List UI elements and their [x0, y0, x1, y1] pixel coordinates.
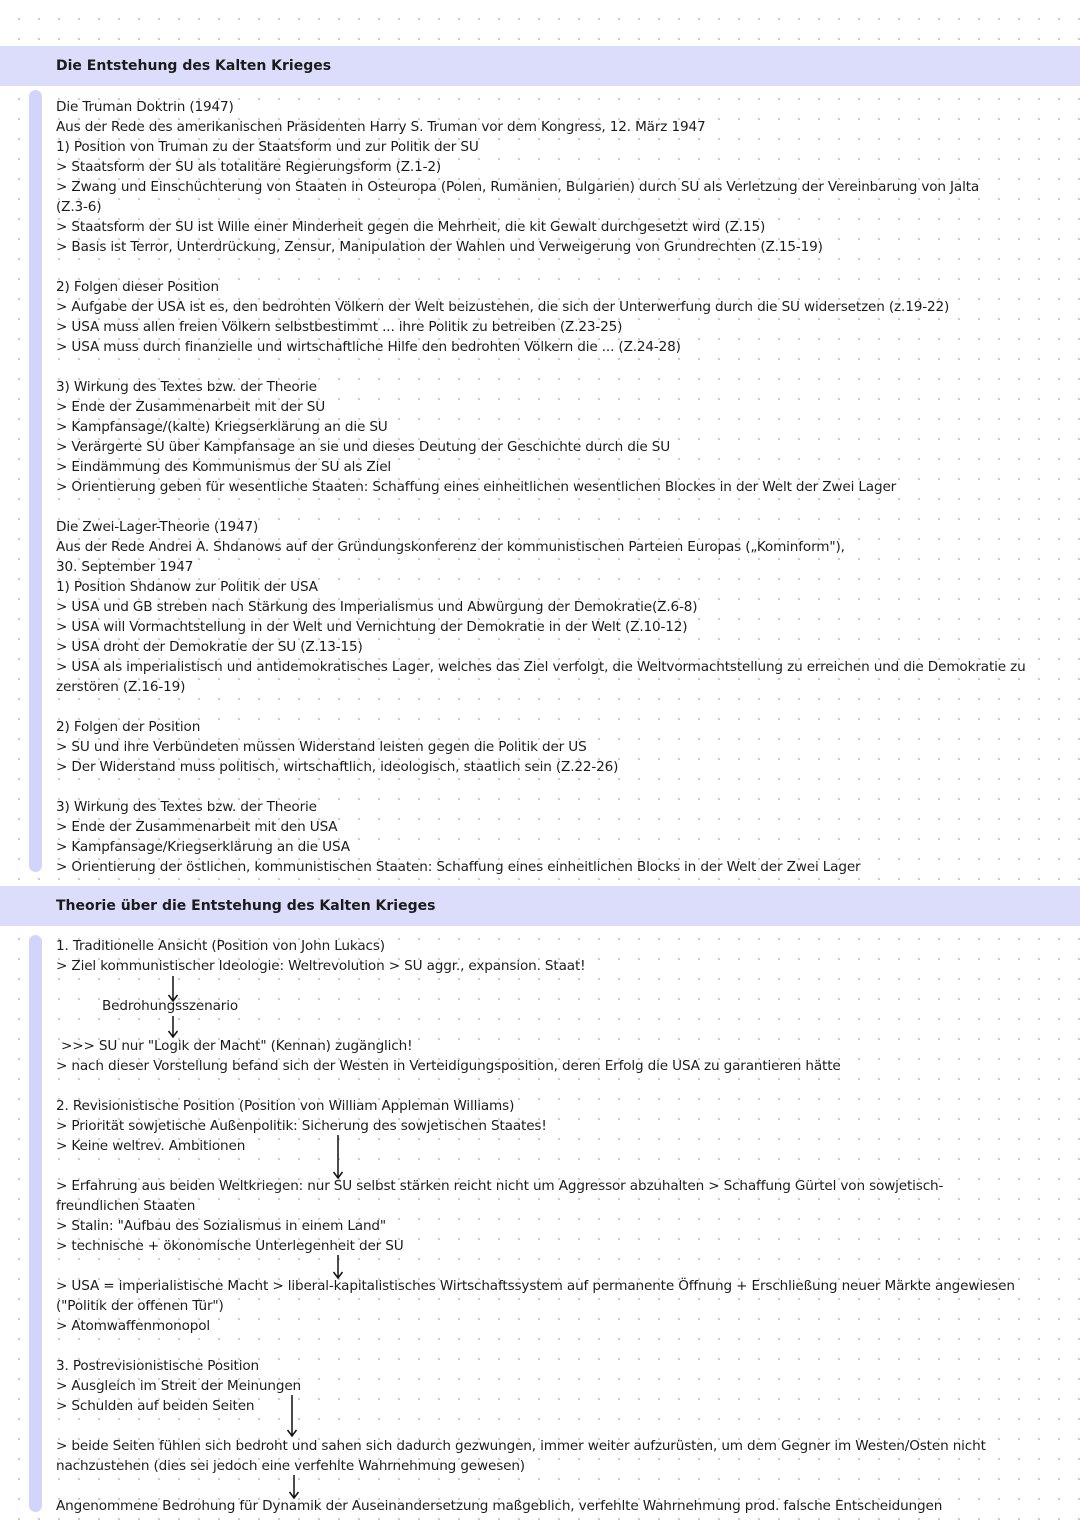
arrow-down-icon [167, 1015, 179, 1039]
section-header-theorie [0, 886, 1080, 926]
list-item: > SU und ihre Verbündeten müssen Widerstand leisten gegen die Politik der US [56, 739, 587, 755]
list-item: ("Politik der offenen Tür") [56, 1298, 224, 1314]
revisionist-heading: 2. Revisionistische Position (Position von William Appleman Williams) [56, 1098, 515, 1114]
list-item: > USA muss allen freien Völkern selbstbestimmt ... ihre Politik zu betreiben (Z.23-25) [56, 319, 623, 335]
list-item: > Kampfansage/Kriegserklärung an die USA [56, 839, 350, 855]
truman-doctrine-notes [56, 97, 1046, 877]
theories-notes [56, 936, 1046, 1516]
list-item: > Basis ist Terror, Unterdrückung, Zensur, Manipulation der Wahlen und Verweigerung von Grundrechten (Z.15-19) [56, 239, 823, 255]
postrevisionist-conclusion: Angenommene Bedrohung für Dynamik der Auseinandersetzung maßgeblich, verfehlte Wahrnehmung prod. falsche Entscheidungen [56, 1498, 943, 1514]
list-item: > Keine weltrev. Ambitionen [56, 1138, 246, 1154]
list-item: (Z.3-6) [56, 199, 102, 215]
zwei-lager-p1-title: 1) Position Shdanow zur Politik der USA [56, 579, 318, 595]
list-item: > Kampfansage/(kalte) Kriegserklärung an die SU [56, 419, 388, 435]
list-item: > Staatsform der SU als totalitäre Regierungsform (Z.1-2) [56, 159, 441, 175]
list-item: > Zwang und Einschüchterung von Staaten in Osteuropa (Polen, Rumänien, Bulgarien) durch SU als Verletzung der Vereinbarung von Jalta [56, 179, 980, 195]
list-item: > Ziel kommunistischer Ideologie: Weltrevolution > SU aggr., expansion. Staat! [56, 958, 586, 974]
list-item: > USA muss durch finanzielle und wirtschaftliche Hilfe den bedrohten Völkern die ... (Z.24-28) [56, 339, 681, 355]
arrow-down-icon [286, 1394, 298, 1438]
zwei-lager-source-date: 30. September 1947 [56, 559, 194, 575]
list-item: > Der Widerstand muss politisch, wirtschaftlich, ideologisch, staatlich sein (Z.22-26) [56, 759, 619, 775]
arrow-down-icon [332, 1134, 344, 1180]
arrow-down-icon [167, 975, 179, 1003]
zwei-lager-p2-title: 2) Folgen der Position [56, 719, 201, 735]
list-item: > Atomwaffenmonopol [56, 1318, 211, 1334]
list-item: > beide Seiten fühlen sich bedroht und sahen sich dadurch gezwungen, immer weiter aufzurüsten, um dem Gegner im Westen/Osten nicht [56, 1438, 986, 1454]
zwei-lager-source: Aus der Rede Andrei A. Shdanows auf der Gründungskonferenz der kommunistischen Parteien Europas („Kominform"), [56, 539, 845, 555]
list-item: > Staatsform der SU ist Wille einer Minderheit gegen die Mehrheit, die kit Gewalt durchgesetzt wird (Z.15) [56, 219, 766, 235]
zwei-lager-p3-title: 3) Wirkung des Textes bzw. der Theorie [56, 799, 317, 815]
zwei-lager-heading: Die Zwei-Lager-Theorie (1947) [56, 519, 259, 535]
traditional-heading: 1. Traditionelle Ansicht (Position von John Lukacs) [56, 938, 385, 954]
threat-scenario-label: Bedrohungsszenario [102, 998, 238, 1014]
list-item: > Erfahrung aus beiden Weltkriegen: nur SU selbst stärken reicht nicht um Aggressor abzuhalten > Schaffung Gürtel von sowjetisch- [56, 1178, 944, 1194]
list-item: > Verärgerte SU über Kampfansage an sie und dieses Deutung der Geschichte durch die SU [56, 439, 671, 455]
list-item: > Orientierung der östlichen, kommunistischen Staaten: Schaffung eines einheitlichen Blocks in der Welt der Zwei Lager [56, 859, 861, 875]
list-item: > nach dieser Vorstellung befand sich der Westen in Verteidigungsposition, deren Erfolg die USA zu garantieren hätte [56, 1058, 841, 1074]
list-item: > USA = imperialistische Macht > liberal-kapitalistisches Wirtschaftssystem auf permanente Öffnung + Erschließung neuer Märkte angewiesen [56, 1278, 1015, 1294]
margin-bar [29, 90, 42, 872]
list-item: > Orientierung geben für wesentliche Staaten: Schaffung eines einheitlichen wesentlichen Blockes in der Welt der Zwei Lager [56, 479, 897, 495]
list-item: > USA und GB streben nach Stärkung des Imperialismus und Abwürgung der Demokratie(Z.6-8) [56, 599, 698, 615]
list-item: > USA als imperialistisch und antidemokratisches Lager, welches das Ziel verfolgt, die Weltvormachtstellung zu erreichen und die Demokratie zu [56, 659, 1026, 675]
list-item: > Ende der Zusammenarbeit mit der SU [56, 399, 326, 415]
list-item: > Ausgleich im Streit der Meinungen [56, 1378, 302, 1394]
arrow-down-icon [288, 1474, 300, 1500]
list-item: > USA droht der Demokratie der SU (Z.13-15) [56, 639, 363, 655]
list-item: >>> SU nur "Logik der Macht" (Kennan) zugänglich! [61, 1038, 413, 1054]
list-item: > USA will Vormachtstellung in der Welt und Vernichtung der Demokratie in der Welt (Z.10-12) [56, 619, 688, 635]
truman-p2-title: 2) Folgen dieser Position [56, 279, 219, 295]
section-header-entstehung [0, 46, 1080, 86]
truman-source: Aus der Rede des amerikanischen Präsidenten Harry S. Truman vor dem Kongress, 12. März 1947 [56, 119, 706, 135]
truman-heading: Die Truman Doktrin (1947) [56, 99, 234, 115]
list-item: > technische + ökonomische Unterlegenheit der SU [56, 1238, 404, 1254]
truman-p1-title: 1) Position von Truman zu der Staatsform und zur Politik der SU [56, 139, 479, 155]
section-title: Theorie über die Entstehung des Kalten Krieges [56, 898, 436, 914]
section-title: Die Entstehung des Kalten Krieges [56, 58, 332, 74]
list-item: > Schulden auf beiden Seiten [56, 1398, 255, 1414]
list-item: > Stalin: "Aufbau des Sozialismus in einem Land" [56, 1218, 386, 1234]
postrevisionist-heading: 3. Postrevisionistische Position [56, 1358, 259, 1374]
list-item: freundlichen Staaten [56, 1198, 196, 1214]
list-item: > Eindämmung des Kommunismus der SU als Ziel [56, 459, 392, 475]
list-item: > Priorität sowjetische Außenpolitik: Sicherung des sowjetischen Staates! [56, 1118, 547, 1134]
list-item: > Ende der Zusammenarbeit mit den USA [56, 819, 338, 835]
list-item: > Aufgabe der USA ist es, den bedrohten Völkern der Welt beizustehen, die sich der Unterwerfung durch die SU widersetzen (z.19-22) [56, 299, 950, 315]
list-item: zerstören (Z.16-19) [56, 679, 186, 695]
arrow-down-icon [332, 1254, 344, 1280]
list-item: nachzustehen (dies sei jedoch eine verfehlte Wahrnehmung gewesen) [56, 1458, 525, 1474]
truman-p3-title: 3) Wirkung des Textes bzw. der Theorie [56, 379, 317, 395]
margin-bar [29, 935, 42, 1512]
